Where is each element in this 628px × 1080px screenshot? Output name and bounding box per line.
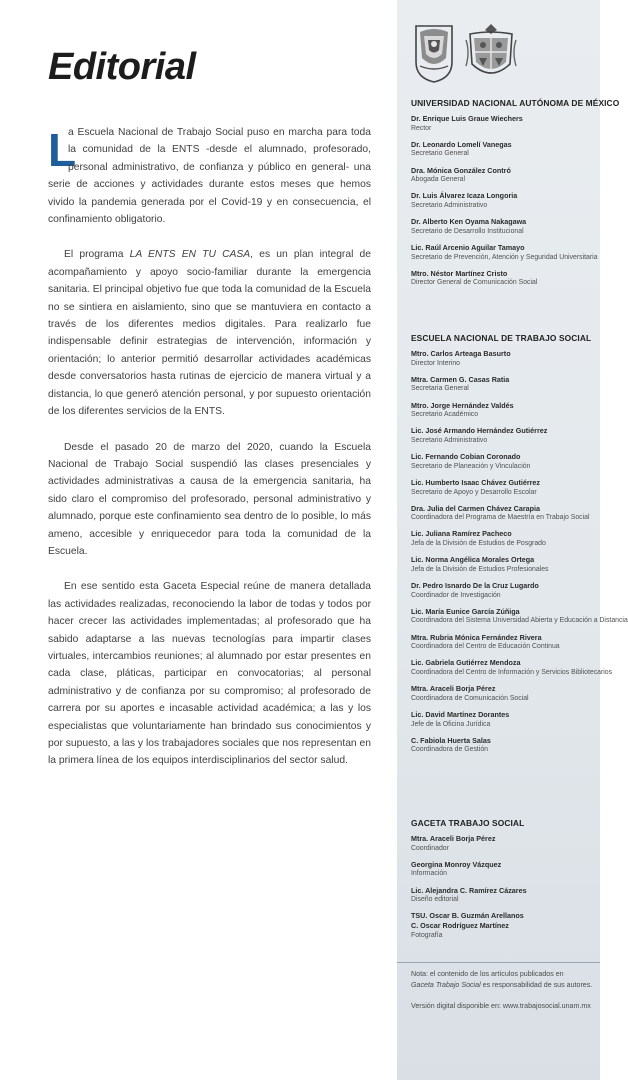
credit-entry bbox=[411, 911, 601, 940]
credit-entry bbox=[411, 401, 601, 420]
gaceta-heading: GACETA TRABAJO SOCIAL bbox=[411, 818, 525, 828]
credit-role: Director Interino bbox=[411, 359, 461, 367]
credit-role: Coordinadora del Programa de Maestría en Trabajo Social bbox=[411, 514, 590, 522]
credit-entry bbox=[411, 581, 601, 600]
logos bbox=[410, 22, 600, 88]
editorial-paragraph-2 bbox=[48, 246, 371, 420]
credit-name: Mtra. Carmen G. Casas Ratia bbox=[411, 374, 510, 384]
credit-name: Lic. Alejandra C. Ramírez Cázares bbox=[411, 885, 527, 895]
credit-name: Lic. Humberto Isaac Chávez Gutiérrez bbox=[411, 477, 541, 487]
credit-role: Secretaria General bbox=[411, 385, 469, 393]
credit-name: Mtra. Araceli Borja Pérez bbox=[411, 834, 496, 843]
credit-role: Coordinadora del Centro de Educación Continua bbox=[411, 643, 560, 651]
credit-name: TSU. Oscar B. Guzmán Arellanos bbox=[411, 911, 524, 921]
credit-entry bbox=[411, 658, 613, 677]
credit-role: Fotografía bbox=[411, 931, 443, 939]
credit-role: Jefe de la Oficina Jurídica bbox=[411, 720, 491, 728]
credit-role: Secretario Administrativo bbox=[411, 201, 488, 209]
credit-entry bbox=[411, 834, 601, 853]
credit-role: Secretario Académico bbox=[411, 411, 479, 419]
credit-name: Dr. Luis Álvarez Icaza Longoria bbox=[411, 191, 518, 201]
credit-name: Lic. José Armando Hernández Gutiérrez bbox=[411, 426, 548, 436]
publication-name: Gaceta Trabajo Social bbox=[411, 981, 481, 990]
credit-entry bbox=[411, 114, 601, 133]
credit-name: Mtra. Araceli Borja Pérez bbox=[411, 684, 496, 694]
credit-role: Coordinadora de Comunicación Social bbox=[411, 694, 529, 702]
editorial-body bbox=[48, 124, 371, 788]
credit-name: Lic. Norma Angélica Morales Ortega bbox=[411, 555, 535, 565]
credit-entry bbox=[411, 860, 601, 879]
credit-entry bbox=[411, 529, 601, 548]
credit-role: Secretario de Planeación y Vinculación bbox=[411, 462, 531, 470]
credit-name: Dr. Alberto Ken Oyama Nakagawa bbox=[411, 217, 527, 227]
credit-entry bbox=[411, 217, 601, 236]
credit-role: Secretario de Desarrollo Institucional bbox=[411, 227, 524, 235]
credit-name: Dra. Mónica González Contró bbox=[411, 165, 511, 175]
program-name: LA ENTS EN TU CASA bbox=[129, 249, 251, 261]
credit-entry bbox=[411, 633, 601, 652]
unam-seal-icon bbox=[412, 22, 456, 84]
credit-name: Lic. Fernando Cobian Coronado bbox=[411, 452, 521, 462]
paragraph-text: , es un plan integral de acompañamiento y apoyo socio-familiar durante la emergencia sanitaria. El principal objetivo fue que toda la comunidad de la Escuela no se sintiera en aislamiento, sino que se mantuviera en contacto a través de los diferentes medios digitales. Para realizarlo fue indispensable definir estrategias de intervención, información y orientación; lo anterior permitió desarrollar actividades académicas desde conversatorios hasta rutinas de ejercicio de manera virtual y a distancia, lo que generó atención personal, y por supuesto orientación de los diferentes servicios de la ENTS. bbox=[48, 249, 372, 418]
credit-name: Lic. David Martínez Dorantes bbox=[411, 709, 510, 719]
credit-name: Mtro. Carlos Arteaga Basurto bbox=[411, 349, 511, 358]
credit-name: Lic. María Eunice García Zúñiga bbox=[411, 606, 520, 616]
credit-name: Dr. Pedro Isnardo De la Cruz Lugardo bbox=[411, 581, 539, 591]
credit-name: Georgina Monroy Vázquez bbox=[411, 859, 502, 869]
credit-entry bbox=[411, 166, 601, 185]
paragraph-text: El programa bbox=[64, 249, 130, 261]
editorial-paragraph-4: En ese sentido esta Gaceta Especial reúne de manera detallada las actividades realizadas, reconociendo la labor de todas y todos por hacer crecer las actividades implementadas; al profesorado que ha sabido adaptarse a las nuevas tecnologías para impartir clases virtuales, intercambios reuniones; al alumnado por estar presentes en cada clase, pláticas, participar en convocatorias; al personal administrativo y de confianza por su compromiso; al profesorado de carrera por su aportes e incasable actividad académica; a las y los especialistas que voluntariamente han brindado sus conocimientos y por supuesto, a las y los trabajadores sociales que nos representan en la primera línea de los equipos interdisciplinarios del sector salud. bbox=[48, 581, 371, 767]
credit-entry bbox=[411, 504, 601, 523]
paragraph-text: a Escuela Nacional de Trabajo Social puso en marcha para toda la comunidad de la ENTS -desde el alumnado, profesorado, personal administrativo, de confianza y público en general- una serie de acciones y actividades durante estos meses que hemos vivido la pandemia generada por el Covid-19 y en consecuencia, el confinamiento obligatorio. bbox=[48, 127, 371, 226]
credit-name: Lic. Juliana Ramírez Pacheco bbox=[411, 529, 512, 539]
credit-role: Coordinadora de Gestión bbox=[411, 746, 488, 754]
credit-entry bbox=[411, 684, 601, 703]
credit-entry bbox=[411, 452, 601, 471]
credit-name: Lic. Raúl Arcenio Aguilar Tamayo bbox=[411, 242, 525, 252]
disclaimer-note bbox=[411, 969, 600, 1012]
credit-entry bbox=[411, 555, 601, 574]
editorial-paragraph-1 bbox=[48, 124, 371, 228]
note-line bbox=[411, 980, 600, 991]
credit-role: Rector bbox=[411, 124, 432, 132]
credit-name: Dr. Leonardo Lomelí Vanegas bbox=[411, 139, 512, 149]
credit-entry bbox=[411, 426, 601, 445]
note-line: Nota: el contenido de los artículos publicados en bbox=[411, 970, 564, 978]
unam-credits bbox=[411, 98, 620, 294]
ents-credits bbox=[411, 333, 628, 762]
digital-version-link: Versión digital disponible en: www.trabajosocial.unam.mx bbox=[411, 1001, 591, 1010]
credit-role: Información bbox=[411, 870, 448, 878]
gaceta-credits bbox=[411, 818, 601, 940]
credit-name: Dra. Julia del Carmen Chávez Carapia bbox=[411, 503, 541, 513]
credit-role: Jefa de la División de Estudios de Posgrado bbox=[411, 540, 546, 548]
credit-role: Diseño editorial bbox=[411, 896, 459, 904]
credit-role: Coordinador bbox=[411, 844, 449, 852]
credit-role: Secretario Administrativo bbox=[411, 436, 488, 444]
credit-entry bbox=[411, 243, 601, 262]
credit-name: Mtra. Rubria Mónica Fernández Rivera bbox=[411, 632, 542, 642]
credit-role: Secretario de Apoyo y Desarrollo Escolar bbox=[411, 488, 537, 496]
divider bbox=[397, 962, 600, 963]
editorial-paragraph-3: Desde el pasado 20 de marzo del 2020, cuando la Escuela Nacional de Trabajo Social suspendió las clases presenciales y actividades administrativas a causa de la emergencia sanitaria, ha sido claro el compromiso del profesorado, personal administrativo y alumnado, porque este confinamiento sea dentro de lo posible, lo más ameno, accesible y enriquecedor para toda la comunidad de la Escuela. bbox=[48, 441, 371, 557]
page-title: Editorial bbox=[48, 46, 196, 88]
credit-entry bbox=[411, 349, 601, 368]
credit-role: Coordinadora del Centro de Información y Servicios Bibliotecarios bbox=[411, 668, 613, 676]
credit-role: Secretario General bbox=[411, 150, 469, 158]
credit-role: Abogada General bbox=[411, 176, 466, 184]
credit-name: Dr. Enrique Luis Graue Wiechers bbox=[411, 114, 523, 123]
credit-role: Secretario de Prevención, Atención y Seguridad Universitaria bbox=[411, 253, 598, 261]
credit-role: Director General de Comunicación Social bbox=[411, 279, 538, 287]
credit-entry bbox=[411, 606, 628, 626]
credit-name: Lic. Gabriela Gutiérrez Mendoza bbox=[411, 658, 521, 668]
ents-shield-icon bbox=[464, 22, 518, 84]
credit-entry bbox=[411, 269, 601, 288]
credit-role: Coordinador de Investigación bbox=[411, 591, 501, 599]
credit-name: C. Fabiola Huerta Salas bbox=[411, 735, 491, 745]
ents-heading: ESCUELA NACIONAL DE TRABAJO SOCIAL bbox=[411, 333, 592, 343]
credit-entry bbox=[411, 191, 601, 210]
note-text: es responsabilidad de sus autores. bbox=[480, 981, 593, 990]
credit-name: C. Oscar Rodríguez Martínez bbox=[411, 920, 509, 930]
credit-entry bbox=[411, 710, 601, 729]
credit-role: Jefa de la División de Estudios Profesionales bbox=[411, 565, 549, 573]
credit-entry bbox=[411, 478, 601, 497]
credit-name: Mtro. Néstor Martínez Cristo bbox=[411, 268, 508, 278]
credit-entry bbox=[411, 375, 601, 394]
unam-heading: UNIVERSIDAD NACIONAL AUTÓNOMA DE MÉXICO bbox=[411, 98, 620, 108]
credit-name: Mtro. Jorge Hernández Valdés bbox=[411, 400, 514, 410]
credit-entry bbox=[411, 886, 601, 905]
credit-entry bbox=[411, 140, 601, 159]
drop-cap: L bbox=[48, 124, 77, 176]
credit-role: Coordinadora del Sistema Universidad Abierta y Educación a Distancia bbox=[411, 617, 628, 625]
credit-entry bbox=[411, 736, 601, 755]
